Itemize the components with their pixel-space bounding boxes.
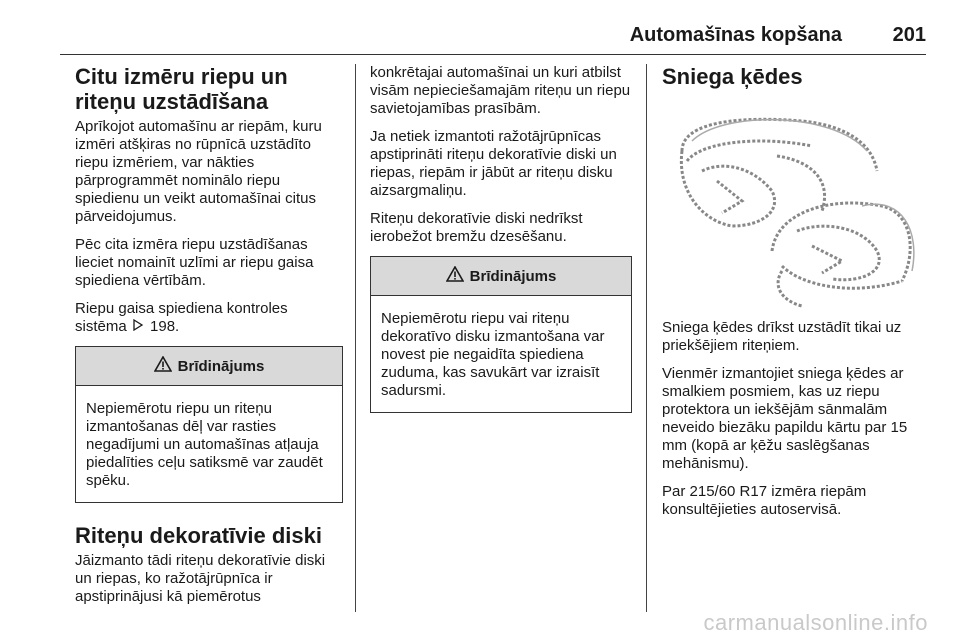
section-title: Automašīnas kopšana xyxy=(629,24,842,46)
paragraph: Riteņu dekoratīvie diski nedrīkst ierobežot bremžu dzesēšanu. xyxy=(370,210,583,245)
paragraph xyxy=(75,300,343,336)
warning-title: Brīdinājums xyxy=(469,267,557,285)
paragraph: Par 215/60 R17 izmēra riepām konsultējieties autoservisā. xyxy=(662,483,867,518)
warning-triangle-icon xyxy=(154,356,172,376)
heading-wheel-covers: Riteņu dekoratīvie diski xyxy=(75,523,322,548)
page-ref-arrow-icon xyxy=(133,318,144,336)
column-2 xyxy=(370,64,632,433)
column-1 xyxy=(75,64,343,616)
paragraph: Pēc cita izmēra riepu uzstādīšanas lieciet nomainīt uzlīmi ar riepu gaisa spiediena vērtībām. xyxy=(75,236,314,289)
paragraph: Vienmēr izmantojiet sniega ķēdes ar smalkiem posmiem, kas uz riepu protektora un iekšējām sānmalām neveido biezāku papildu kārtu par 15 mm (kopā ar ķēžu saslēgšanas mehānismu). xyxy=(662,365,908,472)
paragraph: Sniega ķēdes drīkst uzstādīt tikai uz priekšējiem riteņiem. xyxy=(662,319,902,354)
paragraph: Ja netiek izmantoti ražotājrūpnīcas apstiprināti riteņu dekoratīvie diski un riepas, riepām ir jābūt ar riteņu disku aizsargmaliņu. xyxy=(370,128,617,199)
warning-box xyxy=(75,346,343,503)
paragraph: Jāizmanto tādi riteņu dekoratīvie diski un riepas, ko ražotājrūpnīca ir apstiprinājusi kā piemērotus xyxy=(75,552,326,605)
warning-header xyxy=(371,257,631,296)
column-divider xyxy=(355,64,356,612)
heading-tire-sizes: Citu izmēru riepu un riteņu uzstādīšana xyxy=(75,64,288,114)
watermark: carmanualsonline.info xyxy=(703,610,928,635)
page-header xyxy=(60,24,926,56)
heading-snow-chains: Sniega ķēdes xyxy=(662,64,803,89)
paragraph: konkrētajai automašīnai un kuri atbilst visām nepieciešamajām riteņu un riepu savietojamības prasībām. xyxy=(370,64,631,117)
warning-text: Nepiemērotu riepu vai riteņu dekoratīvo disku izmantošana var novest pie negaidīta spiediena zuduma, kas savukārt var izraisīt sadursmi. xyxy=(381,310,605,399)
warning-text: Nepiemērotu riepu un riteņu izmantošanas dēļ var rasties negadījumi un automašīnas atļauja piedalīties ceļu satiksmē var zaudēt spēku. xyxy=(86,400,323,489)
snow-chains-illustration xyxy=(662,101,924,311)
column-divider xyxy=(646,64,647,612)
paragraph: Aprīkojot automašīnu ar riepām, kuru izmēri atšķiras no rūpnīcā uzstādīto riepu izmēriem, var nākties pārprogrammēt nominālo riepu spiedienu un veikt automašīnai citus pārveidojumus. xyxy=(75,118,322,225)
paragraph-text: Riepu gaisa spiediena kontroles sistēma xyxy=(75,300,288,335)
warning-header xyxy=(76,347,342,386)
column-3 xyxy=(662,64,926,529)
page-ref-link[interactable]: 198. xyxy=(150,318,180,335)
header-rule xyxy=(60,54,926,55)
warning-box xyxy=(370,256,632,413)
warning-title: Brīdinājums xyxy=(177,357,265,375)
warning-triangle-icon xyxy=(446,266,464,286)
page-number: 201 xyxy=(892,24,926,46)
